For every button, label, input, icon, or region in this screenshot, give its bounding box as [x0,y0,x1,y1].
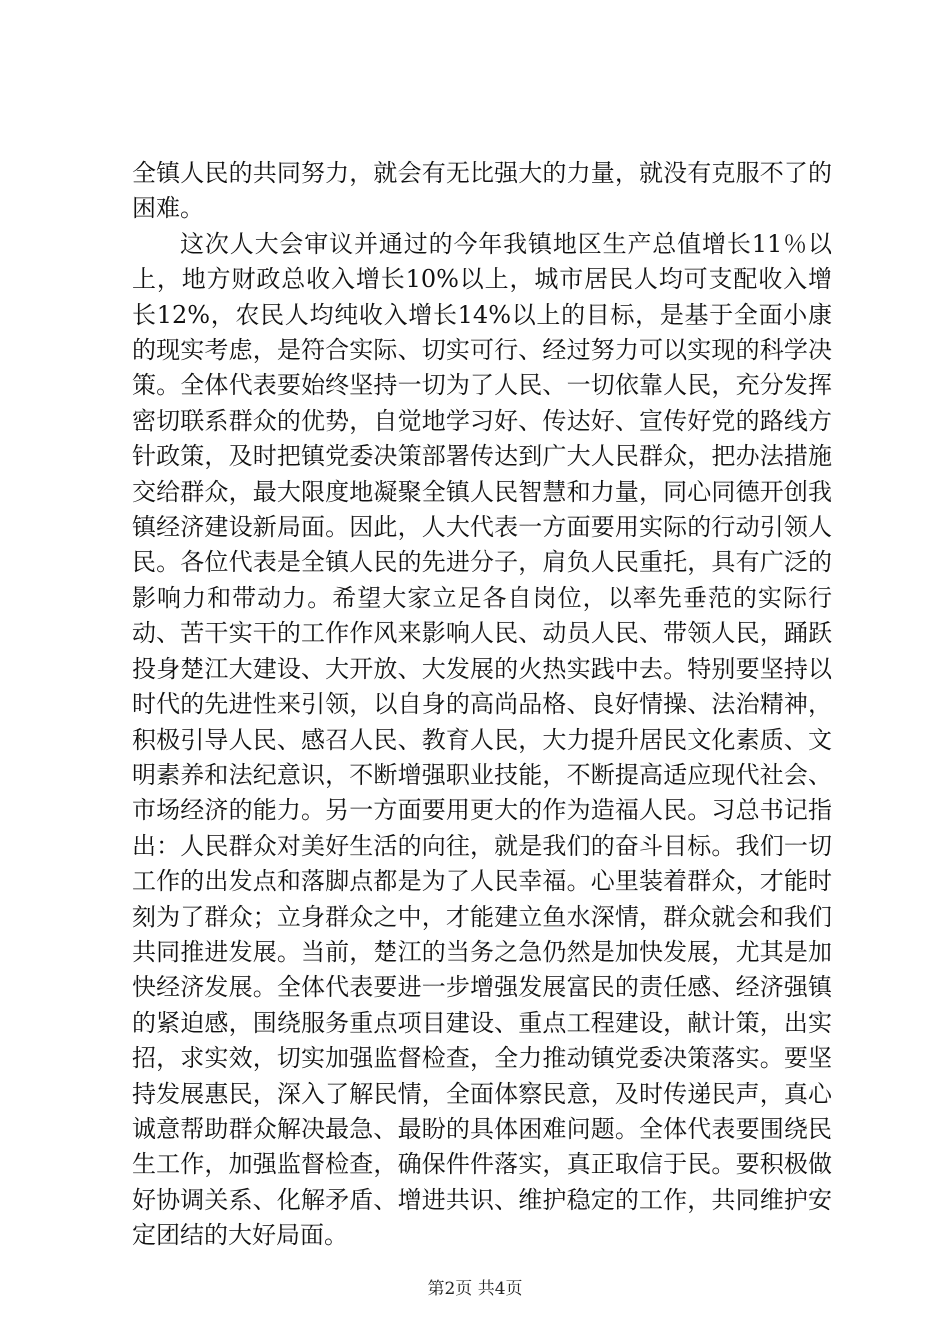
paragraph-continuation: 全镇人民的共同努力，就会有无比强大的力量，就没有克服不了的困难。 [132,159,832,223]
paragraph-main: 这次人大会审议并通过的今年我镇地区生产总值增长11％以上，地方财政总收入增长10%以上，城市居民人均可支配收入增长12%，农民人均纯收入增长14%以上的目标，是基于全面小康的现实考虑，是符合实际、切实可行、经过努力可以实现的科学决策。全体代表要始终坚持一切为了人民、一切依靠人民，充分发挥密切联系群众的优势，自觉地学习好、传达好、宣传好党的路线方针政策，及时把镇党委决策部署传达到广大人民群众，把办法措施交给群众，最大限度地凝聚全镇人民智慧和力量，同心同德开创我镇经济建设新局面。因此，人大代表一方面要用实际的行动引领人民。各位代表是全镇人民的先进分子，肩负人民重托，具有广泛的影响力和带动力。希望大家立足各自岗位，以率先垂范的实际行动、苦干实干的工作作风来影响人民、动员人民、带领人民，踊跃投身楚江大建设、大开放、大发展的火热实践中去。特别要坚持以时代的先进性来引领，以自身的高尚品格、良好情操、法治精神，积极引导人民、感召人民、教育人民，大力提升居民文化素质、文明素养和法纪意识，不断增强职业技能，不断提高适应现代社会、市场经济的能力。另一方面要用更大的作为造福人民。习总书记指出：人民群众对美好生活的向往，就是我们的奋斗目标。我们一切工作的出发点和落脚点都是为了人民幸福。心里装着群众，才能时刻为了群众；立身群众之中，才能建立鱼水深情，群众就会和我们共同推进发展。当前，楚江的当务之急仍然是加快发展，尤其是加快经济发展。全体代表要进一步增强发展富民的责任感、经济强镇的紧迫感，围绕服务重点项目建设、重点工程建设，献计策，出实招，求实效，切实加强监督检查，全力推动镇党委决策落实。要坚持发展惠民，深入了解民情，全面体察民意，及时传递民声，真心诚意帮助群众解决最急、最盼的具体困难问题。全体代表要围绕民生工作，加强监督检查，确保件件落实，真正取信于民。要积极做好协调关系、化解矛盾、增进共识、维护稳定的工作，共同维护安定团结的大好局面。 [132,229,832,1250]
page-number-footer: 第2页 共4页 [427,1279,523,1299]
document-body [132,156,832,1254]
